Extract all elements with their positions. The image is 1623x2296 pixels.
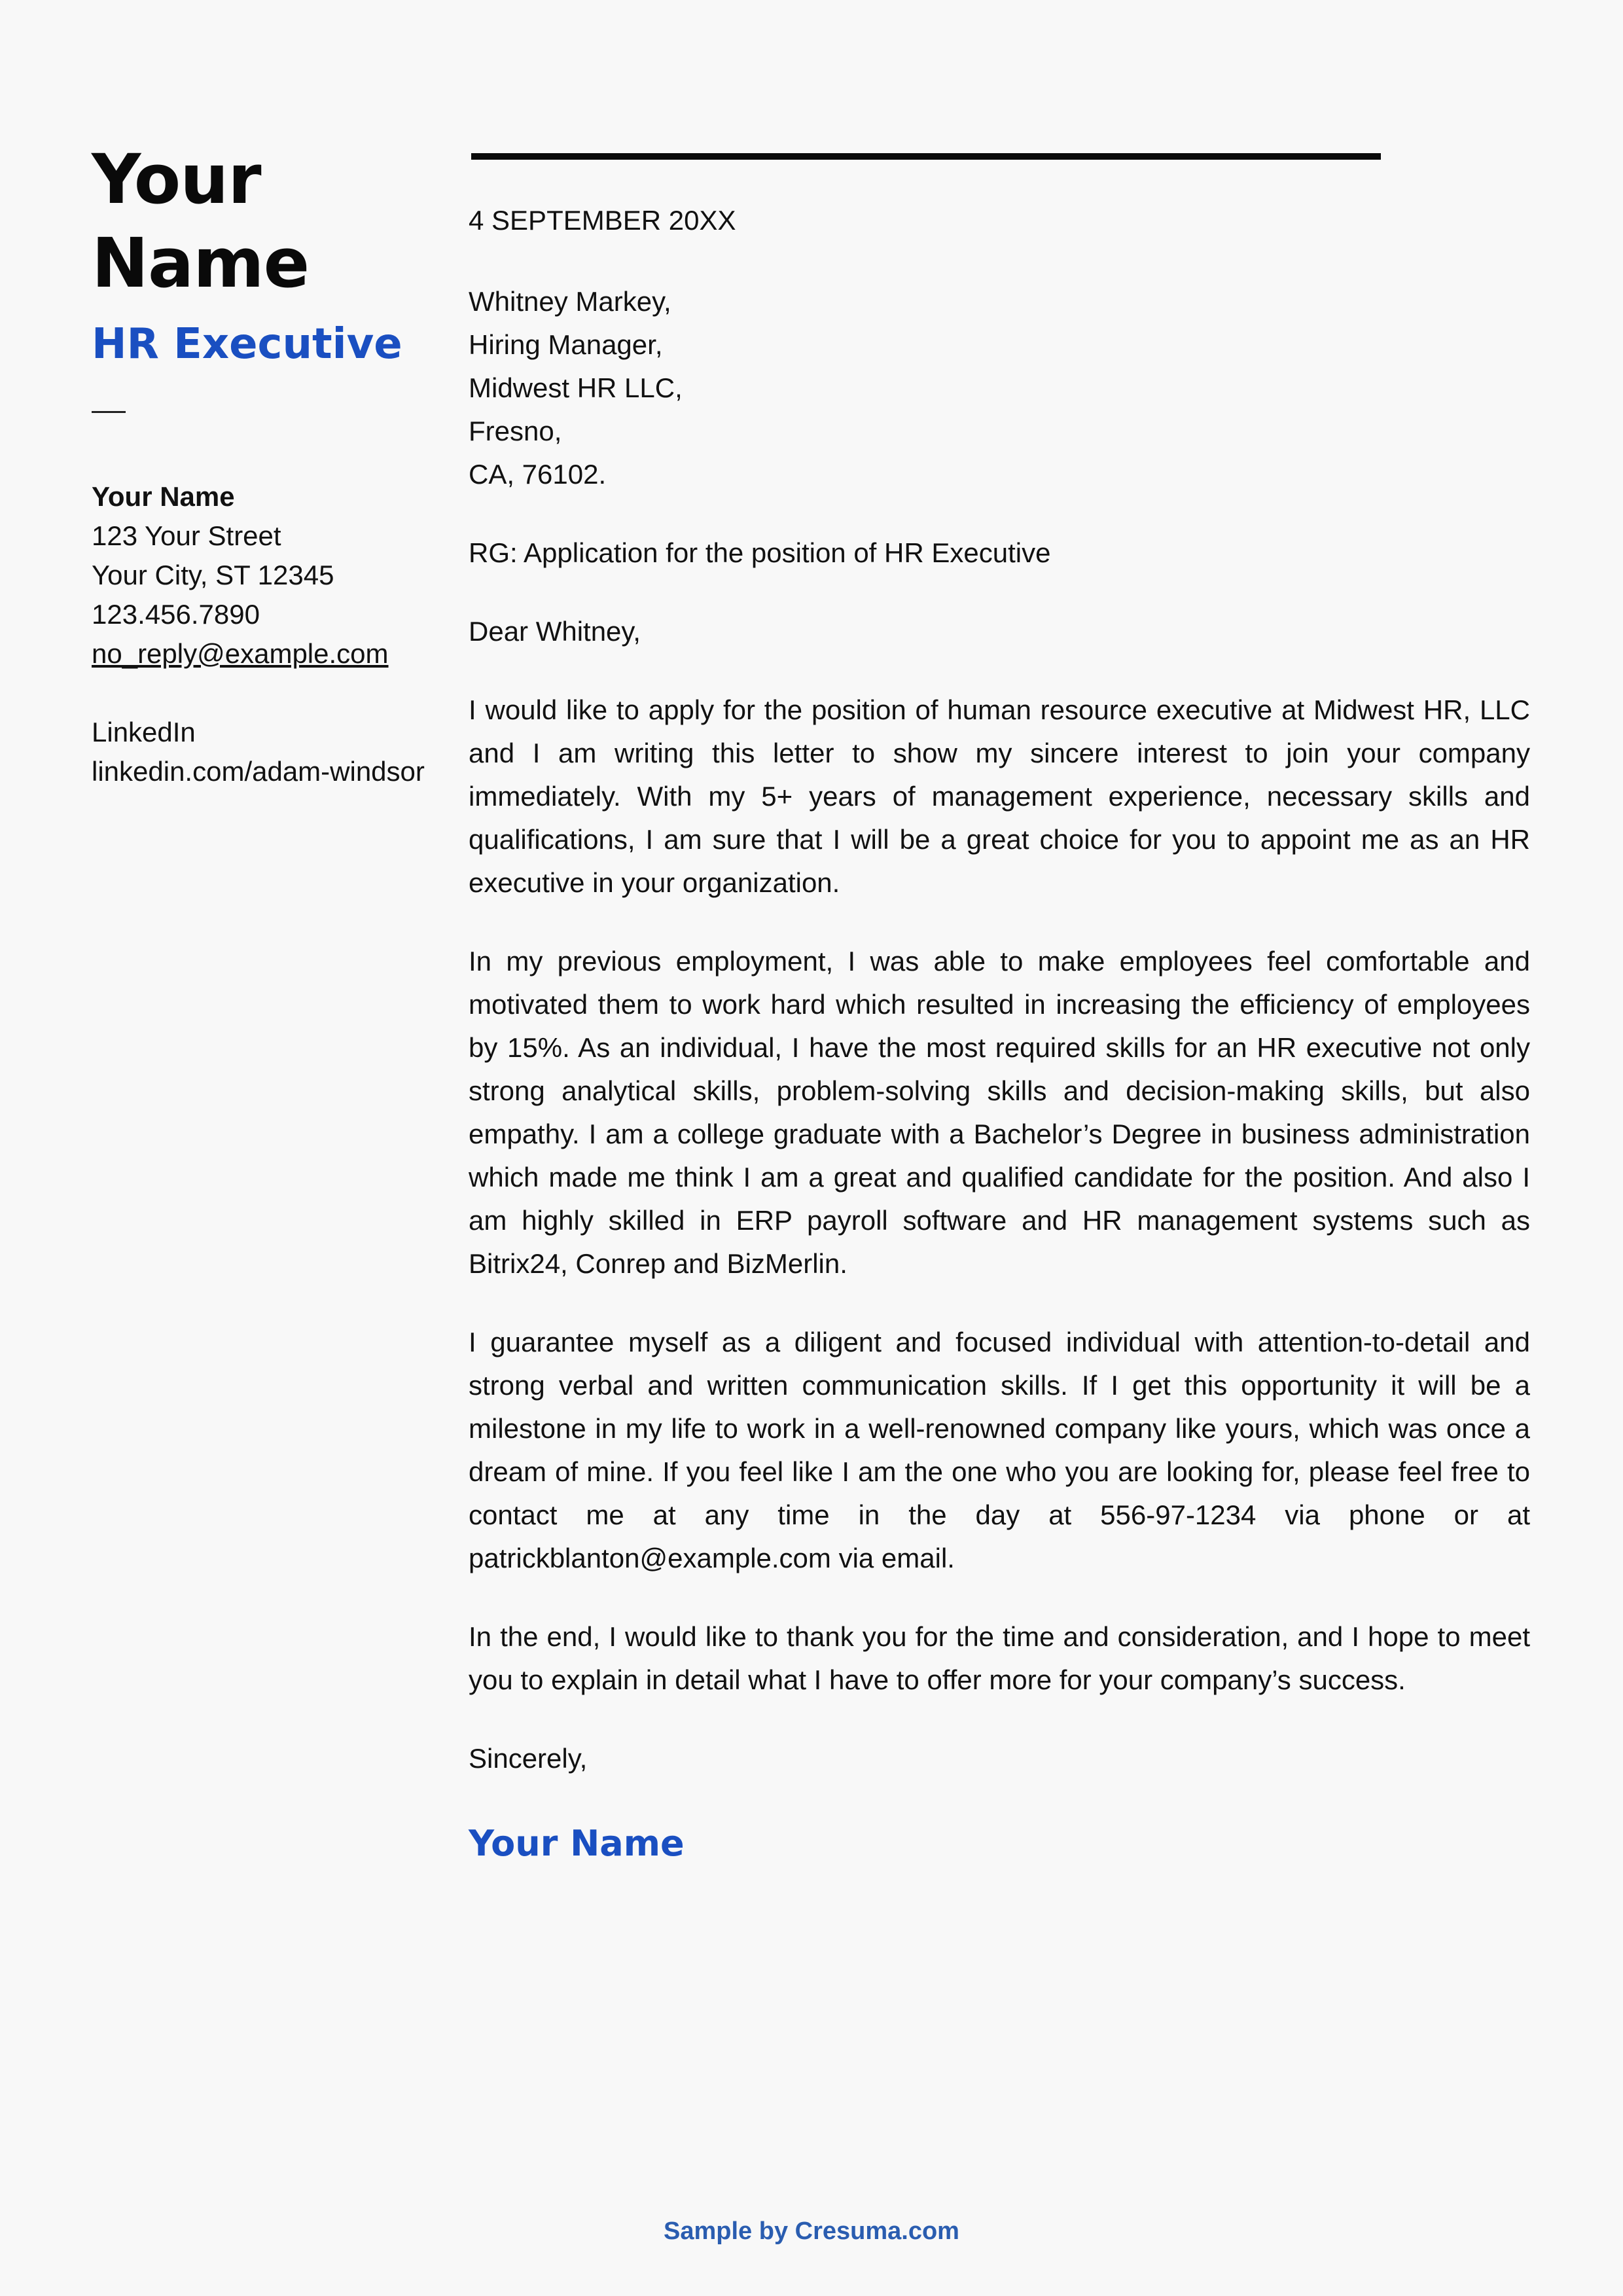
contact-phone: 123.456.7890: [92, 599, 260, 630]
job-title: HR Executive: [92, 320, 402, 368]
name-line-2: Name: [92, 223, 310, 303]
recipient-line: Fresno,: [469, 416, 562, 446]
letter-date: 4 SEPTEMBER 20XX: [469, 205, 736, 236]
closing: Sincerely,: [469, 1743, 588, 1774]
header-rule: [471, 153, 1381, 160]
contact-block: [92, 477, 458, 673]
footer-credit: Sample by Cresuma.com: [664, 2217, 959, 2245]
body-paragraph: I guarantee myself as a diligent and focused individual with attention-to-detail and strong verbal and written communication skills. If I get this opportunity it will be a milestone in my life to work in a well-renowned company like yours, which was once a dream of mine. If you feel like I am the one who you are looking for, please feel free to contact me at any time in the day at 556-97-1234 via phone or at patrickblanton@example.com via email.: [469, 1327, 1530, 1573]
name-heading: [92, 137, 458, 305]
sidebar: [92, 137, 458, 791]
body-paragraph: In my previous employment, I was able to make employees feel comfortable and motivated them to work hard which resulted in increasing the efficiency of employees by 15%. As an individual, I have the most required skills for an HR executive not only strong analytical skills, problem-solving skills and decision-making skills, but also empathy. I am a college graduate with a Bachelor’s Degree in business administration which made me think I am a great and qualified candidate for the position. And also I am highly skilled in ERP payroll software and HR management systems such as Bitrix24, Conrep and BizMerlin.: [469, 946, 1530, 1279]
subject-line: RG: Application for the position of HR Executive: [469, 537, 1051, 568]
contact-name: Your Name: [92, 481, 235, 512]
body-paragraph: I would like to apply for the position of human resource executive at Midwest HR, LLC and I am writing this letter to show my sincere interest to join your company immediately. With my 5+ years of management experience, necessary skills and qualifications, I am sure that I will be a great choice for you to appoint me as an HR executive in your organization.: [469, 694, 1530, 898]
letter-body: [469, 199, 1530, 1867]
body-paragraph: In the end, I would like to thank you for the time and consideration, and I hope to meet you to explain in detail what I have to offer more for your company’s success.: [469, 1621, 1530, 1695]
recipient-line: Midwest HR LLC,: [469, 372, 683, 403]
short-divider: [92, 411, 126, 413]
contact-city: Your City, ST 12345: [92, 560, 334, 590]
greeting: Dear Whitney,: [469, 616, 641, 647]
name-line-1: Your: [92, 139, 261, 219]
contact-street: 123 Your Street: [92, 520, 281, 551]
recipient-line: CA, 76102.: [469, 459, 607, 490]
linkedin-label: LinkedIn: [92, 717, 196, 747]
linkedin-url: linkedin.com/adam-windsor: [92, 756, 425, 787]
recipient-address: [469, 280, 1530, 496]
recipient-line: Whitney Markey,: [469, 286, 671, 317]
linkedin-block: [92, 713, 458, 791]
recipient-line: Hiring Manager,: [469, 329, 663, 360]
signature-name: Your Name: [469, 1823, 685, 1864]
contact-email-link[interactable]: no_reply@example.com: [92, 638, 389, 669]
